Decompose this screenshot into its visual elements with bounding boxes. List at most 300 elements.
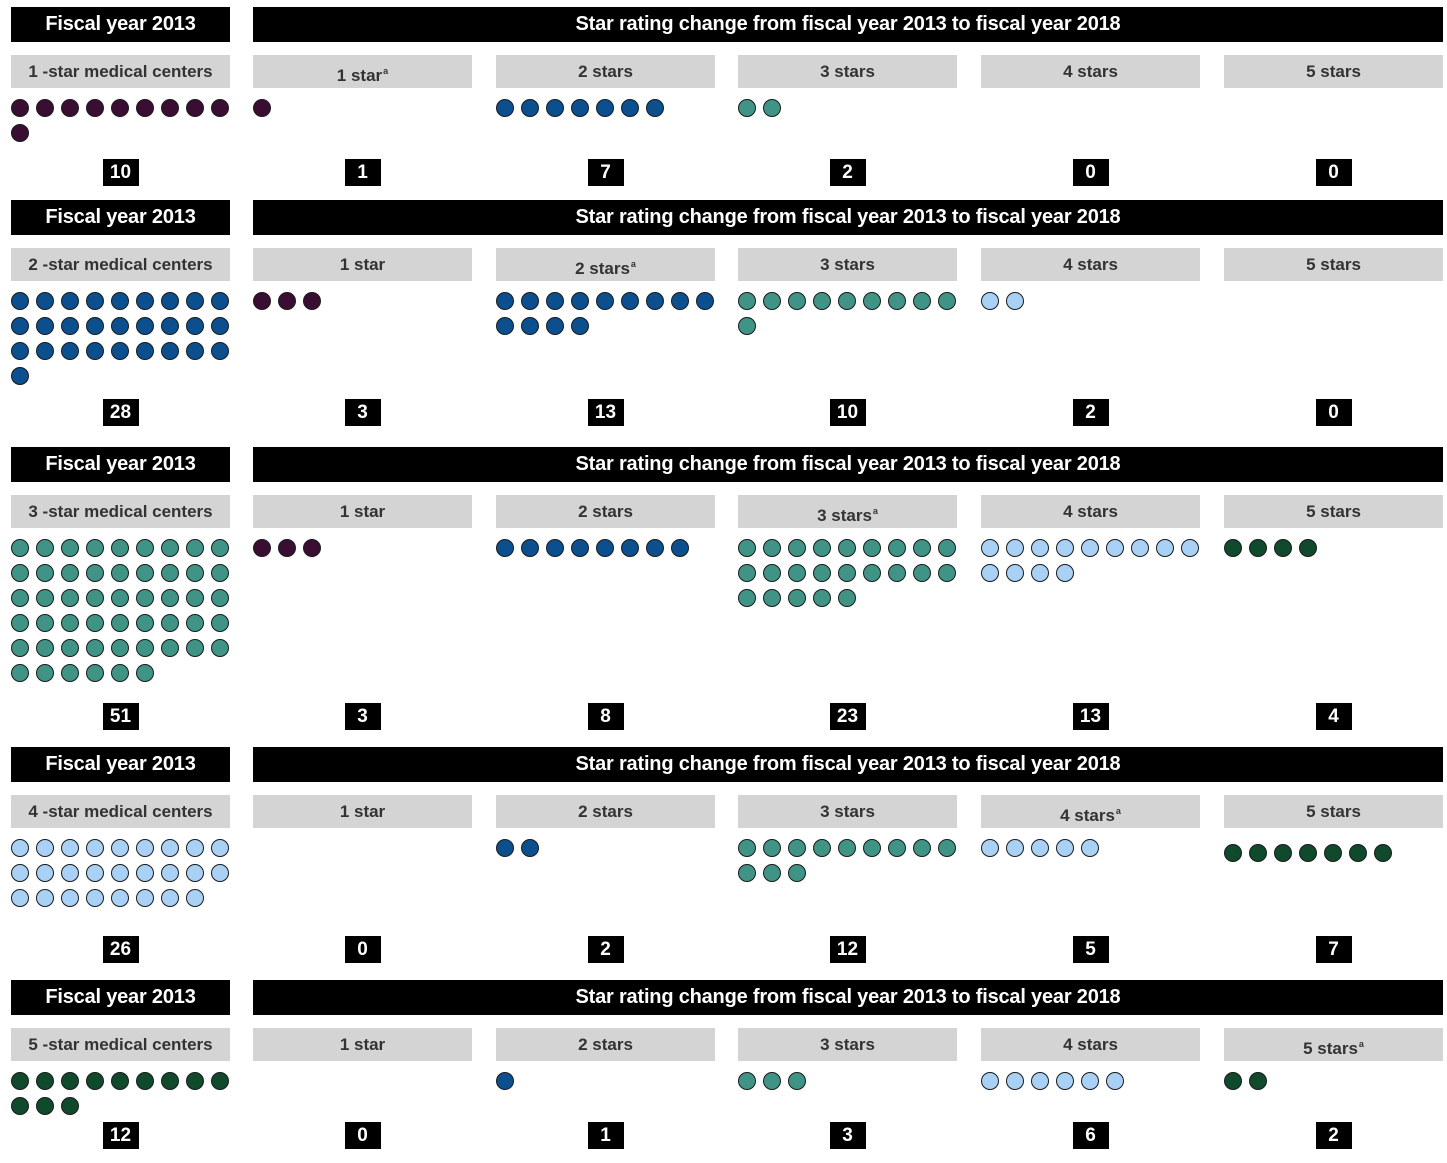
medical-center-dot: [86, 1072, 104, 1090]
medical-center-dot: [1031, 1072, 1049, 1090]
medical-center-dot: [61, 639, 79, 657]
fiscal-year-header: [11, 747, 230, 782]
medical-center-dot: [136, 864, 154, 882]
medical-center-dot: [61, 889, 79, 907]
medical-center-dot: [521, 539, 539, 557]
medical-center-dot: [546, 317, 564, 335]
medical-center-dot: [11, 539, 29, 557]
medical-center-dot: [788, 839, 806, 857]
medical-center-dot: [36, 342, 54, 360]
medical-center-dot: [938, 564, 956, 582]
medical-center-dot: [111, 564, 129, 582]
medical-center-dot: [11, 614, 29, 632]
medical-center-dot: [1224, 844, 1242, 862]
medical-center-dot: [186, 539, 204, 557]
medical-center-dot: [1006, 539, 1024, 557]
medical-center-dot: [136, 839, 154, 857]
change-header-text: Star rating change from fiscal year 2013 to fiscal year 2018: [575, 986, 1121, 1008]
medical-center-dot: [211, 539, 229, 557]
cell-label-text: 5 stars: [1303, 1039, 1358, 1058]
medical-center-dot: [521, 839, 539, 857]
medical-center-dot: [763, 564, 781, 582]
medical-center-dot: [1224, 539, 1242, 557]
medical-center-dot: [496, 1072, 514, 1090]
medical-center-dot: [788, 539, 806, 557]
medical-center-dot: [596, 292, 614, 310]
medical-center-dot: [136, 589, 154, 607]
medical-center-dot: [11, 367, 29, 385]
cell-label-text: 1 star: [339, 1035, 386, 1054]
cell-label-2-star: [496, 795, 715, 828]
medical-center-dot: [863, 839, 881, 857]
medical-center-dot: [763, 1072, 781, 1090]
medical-center-dot: [161, 292, 179, 310]
medical-center-dot: [496, 839, 514, 857]
medical-center-dot: [11, 292, 29, 310]
medical-center-dot: [596, 539, 614, 557]
cell-label-text: 1 star: [339, 802, 386, 821]
medical-center-dot: [788, 292, 806, 310]
medical-center-dot: [211, 839, 229, 857]
medical-center-dot: [211, 614, 229, 632]
medical-center-dot: [1249, 539, 1267, 557]
cell-count-4-star: 2: [1073, 399, 1109, 426]
medical-center-dot: [738, 317, 756, 335]
cell-count-1-star: 0: [345, 1122, 381, 1149]
change-header-text: Star rating change from fiscal year 2013 to fiscal year 2018: [575, 206, 1121, 228]
cell-label-text: 2 stars: [578, 62, 633, 81]
medical-center-dot: [838, 589, 856, 607]
cell-label-text: 5 stars: [1306, 802, 1361, 821]
medical-center-dot: [111, 639, 129, 657]
medical-center-dot: [1274, 539, 1292, 557]
medical-center-dot: [788, 1072, 806, 1090]
cell-label-4-star: [981, 795, 1200, 828]
medical-center-dot: [1081, 1072, 1099, 1090]
group-total-count: 28: [103, 399, 139, 426]
medical-center-dot: [186, 839, 204, 857]
cell-count-2-star: 1: [588, 1122, 624, 1149]
cell-label-text: 4 stars: [1063, 502, 1118, 521]
medical-center-dot: [186, 342, 204, 360]
medical-center-dot: [61, 589, 79, 607]
medical-center-dot: [1106, 1072, 1124, 1090]
medical-center-dot: [646, 292, 664, 310]
medical-center-dot: [571, 99, 589, 117]
medical-center-dot: [36, 639, 54, 657]
medical-center-dot: [1299, 539, 1317, 557]
medical-center-dot: [111, 614, 129, 632]
medical-center-dot: [253, 99, 271, 117]
medical-center-dot: [36, 1097, 54, 1115]
medical-center-dot: [211, 589, 229, 607]
medical-center-dot: [186, 889, 204, 907]
cell-count-2-star: 2: [588, 936, 624, 963]
medical-center-dot: [136, 639, 154, 657]
cell-label-text: 1 star: [339, 502, 386, 521]
medical-center-dot: [1056, 839, 1074, 857]
medical-center-dot: [136, 539, 154, 557]
medical-center-dot: [111, 664, 129, 682]
change-header: [253, 747, 1443, 782]
medical-center-dot: [111, 342, 129, 360]
cell-count-1-star: 3: [345, 703, 381, 730]
cell-label-text: 5 stars: [1306, 255, 1361, 274]
cell-label-text: 4 stars: [1063, 255, 1118, 274]
group-label-text: 4 -star medical centers: [28, 802, 213, 821]
footnote-marker: a: [383, 66, 389, 76]
cell-label-5-star: [1224, 795, 1443, 828]
cell-label-text: 2 stars: [578, 502, 633, 521]
medical-center-dot: [161, 589, 179, 607]
change-header: [253, 7, 1443, 42]
cell-count-4-star: 5: [1073, 936, 1109, 963]
medical-center-dot: [1031, 539, 1049, 557]
medical-center-dot: [763, 589, 781, 607]
medical-center-dot: [303, 292, 321, 310]
cell-label-text: 3 stars: [817, 506, 872, 525]
medical-center-dot: [788, 864, 806, 882]
medical-center-dot: [1224, 1072, 1242, 1090]
fiscal-year-header-text: Fiscal year 2013: [45, 206, 196, 228]
medical-center-dot: [863, 292, 881, 310]
medical-center-dot: [211, 864, 229, 882]
medical-center-dot: [86, 614, 104, 632]
medical-center-dot: [61, 99, 79, 117]
medical-center-dot: [86, 317, 104, 335]
medical-center-dot: [161, 1072, 179, 1090]
medical-center-dot: [838, 564, 856, 582]
medical-center-dot: [813, 839, 831, 857]
change-header-text: Star rating change from fiscal year 2013 to fiscal year 2018: [575, 453, 1121, 475]
medical-center-dot: [763, 864, 781, 882]
medical-center-dot: [1031, 564, 1049, 582]
medical-center-dot: [763, 292, 781, 310]
group-label: [11, 248, 230, 281]
medical-center-dot: [186, 639, 204, 657]
medical-center-dot: [1006, 839, 1024, 857]
medical-center-dot: [136, 1072, 154, 1090]
medical-center-dot: [1056, 1072, 1074, 1090]
medical-center-dot: [546, 292, 564, 310]
medical-center-dot: [521, 317, 539, 335]
medical-center-dot: [211, 564, 229, 582]
cell-label-4-star: [981, 248, 1200, 281]
medical-center-dot: [61, 864, 79, 882]
medical-center-dot: [136, 564, 154, 582]
medical-center-dot: [546, 99, 564, 117]
medical-center-dot: [86, 589, 104, 607]
medical-center-dot: [186, 99, 204, 117]
medical-center-dot: [36, 564, 54, 582]
medical-center-dot: [111, 292, 129, 310]
change-header: [253, 200, 1443, 235]
medical-center-dot: [111, 589, 129, 607]
medical-center-dot: [61, 564, 79, 582]
medical-center-dot: [981, 292, 999, 310]
group-label: [11, 795, 230, 828]
medical-center-dot: [838, 539, 856, 557]
cell-label-1-star: [253, 248, 472, 281]
medical-center-dot: [571, 292, 589, 310]
cell-label-2-star: [496, 495, 715, 528]
cell-label-text: 3 stars: [820, 802, 875, 821]
medical-center-dot: [161, 564, 179, 582]
cell-label-text: 2 stars: [578, 1035, 633, 1054]
medical-center-dot: [36, 99, 54, 117]
cell-label-2-star: [496, 248, 715, 281]
cell-label-3-star: [738, 248, 957, 281]
medical-center-dot: [186, 292, 204, 310]
medical-center-dot: [11, 864, 29, 882]
footnote-marker: a: [1358, 1039, 1364, 1049]
medical-center-dot: [863, 539, 881, 557]
medical-center-dot: [11, 639, 29, 657]
medical-center-dot: [913, 539, 931, 557]
medical-center-dot: [763, 539, 781, 557]
medical-center-dot: [11, 664, 29, 682]
cell-label-1-star: [253, 1028, 472, 1061]
medical-center-dot: [211, 342, 229, 360]
medical-center-dot: [1249, 844, 1267, 862]
medical-center-dot: [161, 317, 179, 335]
medical-center-dot: [61, 317, 79, 335]
medical-center-dot: [211, 317, 229, 335]
medical-center-dot: [981, 1072, 999, 1090]
fiscal-year-header-text: Fiscal year 2013: [45, 13, 196, 35]
cell-label-text: 3 stars: [820, 255, 875, 274]
cell-label-text: 2 stars: [578, 802, 633, 821]
cell-label-3-star: [738, 495, 957, 528]
medical-center-dot: [646, 539, 664, 557]
medical-center-dot: [1056, 564, 1074, 582]
group-label-text: 3 -star medical centers: [28, 502, 213, 521]
medical-center-dot: [981, 839, 999, 857]
cell-count-3-star: 12: [830, 936, 866, 963]
medical-center-dot: [111, 1072, 129, 1090]
fiscal-year-header-text: Fiscal year 2013: [45, 453, 196, 475]
cell-label-3-star: [738, 55, 957, 88]
medical-center-dot: [86, 564, 104, 582]
medical-center-dot: [186, 317, 204, 335]
change-header-text: Star rating change from fiscal year 2013 to fiscal year 2018: [575, 13, 1121, 35]
medical-center-dot: [496, 292, 514, 310]
medical-center-dot: [36, 864, 54, 882]
medical-center-dot: [61, 1097, 79, 1115]
cell-label-text: 5 stars: [1306, 62, 1361, 81]
medical-center-dot: [788, 564, 806, 582]
medical-center-dot: [186, 589, 204, 607]
medical-center-dot: [1031, 839, 1049, 857]
medical-center-dot: [161, 839, 179, 857]
medical-center-dot: [738, 292, 756, 310]
medical-center-dot: [888, 292, 906, 310]
medical-center-dot: [36, 889, 54, 907]
medical-center-dot: [1156, 539, 1174, 557]
cell-label-4-star: [981, 55, 1200, 88]
fiscal-year-header: [11, 447, 230, 482]
medical-center-dot: [136, 664, 154, 682]
medical-center-dot: [981, 564, 999, 582]
cell-count-2-star: 8: [588, 703, 624, 730]
medical-center-dot: [496, 99, 514, 117]
medical-center-dot: [1299, 844, 1317, 862]
cell-count-3-star: 23: [830, 703, 866, 730]
medical-center-dot: [11, 124, 29, 142]
medical-center-dot: [61, 342, 79, 360]
cell-label-1-star: [253, 55, 472, 88]
medical-center-dot: [36, 589, 54, 607]
medical-center-dot: [888, 539, 906, 557]
medical-center-dot: [546, 539, 564, 557]
medical-center-dot: [11, 1072, 29, 1090]
fiscal-year-header-text: Fiscal year 2013: [45, 753, 196, 775]
medical-center-dot: [913, 292, 931, 310]
group-label: [11, 55, 230, 88]
medical-center-dot: [496, 539, 514, 557]
medical-center-dot: [738, 564, 756, 582]
medical-center-dot: [571, 317, 589, 335]
medical-center-dot: [61, 292, 79, 310]
medical-center-dot: [278, 292, 296, 310]
medical-center-dot: [738, 99, 756, 117]
medical-center-dot: [61, 614, 79, 632]
medical-center-dot: [738, 539, 756, 557]
medical-center-dot: [253, 539, 271, 557]
change-header-text: Star rating change from fiscal year 2013 to fiscal year 2018: [575, 753, 1121, 775]
medical-center-dot: [521, 292, 539, 310]
group-total-count: 51: [103, 703, 139, 730]
group-label-text: 5 -star medical centers: [28, 1035, 213, 1054]
cell-label-5-star: [1224, 1028, 1443, 1061]
medical-center-dot: [186, 864, 204, 882]
medical-center-dot: [1274, 844, 1292, 862]
medical-center-dot: [136, 342, 154, 360]
medical-center-dot: [278, 539, 296, 557]
medical-center-dot: [11, 342, 29, 360]
medical-center-dot: [136, 614, 154, 632]
medical-center-dot: [888, 564, 906, 582]
medical-center-dot: [211, 639, 229, 657]
cell-label-2-star: [496, 1028, 715, 1061]
cell-count-3-star: 10: [830, 399, 866, 426]
medical-center-dot: [671, 292, 689, 310]
group-label: [11, 495, 230, 528]
medical-center-dot: [738, 589, 756, 607]
cell-label-4-star: [981, 1028, 1200, 1061]
group-total-count: 26: [103, 936, 139, 963]
medical-center-dot: [1006, 564, 1024, 582]
cell-count-2-star: 7: [588, 159, 624, 186]
group-total-count: 12: [103, 1122, 139, 1149]
medical-center-dot: [11, 889, 29, 907]
medical-center-dot: [11, 99, 29, 117]
medical-center-dot: [186, 564, 204, 582]
medical-center-dot: [186, 1072, 204, 1090]
medical-center-dot: [136, 292, 154, 310]
cell-count-4-star: 6: [1073, 1122, 1109, 1149]
cell-label-text: 3 stars: [820, 62, 875, 81]
cell-count-5-star: 0: [1316, 159, 1352, 186]
medical-center-dot: [161, 639, 179, 657]
medical-center-dot: [111, 889, 129, 907]
medical-center-dot: [36, 292, 54, 310]
cell-count-1-star: 0: [345, 936, 381, 963]
medical-center-dot: [863, 564, 881, 582]
medical-center-dot: [86, 664, 104, 682]
medical-center-dot: [813, 564, 831, 582]
cell-label-1-star: [253, 495, 472, 528]
medical-center-dot: [161, 864, 179, 882]
cell-count-5-star: 2: [1316, 1122, 1352, 1149]
medical-center-dot: [1106, 539, 1124, 557]
cell-label-5-star: [1224, 55, 1443, 88]
medical-center-dot: [496, 317, 514, 335]
cell-count-5-star: 7: [1316, 936, 1352, 963]
medical-center-dot: [813, 589, 831, 607]
medical-center-dot: [1131, 539, 1149, 557]
change-header: [253, 980, 1443, 1015]
medical-center-dot: [1006, 292, 1024, 310]
group-total-count: 10: [103, 159, 139, 186]
medical-center-dot: [1249, 1072, 1267, 1090]
cell-count-4-star: 13: [1073, 703, 1109, 730]
medical-center-dot: [596, 99, 614, 117]
medical-center-dot: [738, 864, 756, 882]
medical-center-dot: [36, 317, 54, 335]
footnote-marker: a: [630, 259, 636, 269]
medical-center-dot: [111, 539, 129, 557]
medical-center-dot: [838, 292, 856, 310]
medical-center-dot: [913, 839, 931, 857]
medical-center-dot: [813, 539, 831, 557]
medical-center-dot: [11, 839, 29, 857]
medical-center-dot: [111, 839, 129, 857]
medical-center-dot: [888, 839, 906, 857]
medical-center-dot: [111, 317, 129, 335]
medical-center-dot: [813, 292, 831, 310]
medical-center-dot: [738, 839, 756, 857]
cell-count-3-star: 3: [830, 1122, 866, 1149]
medical-center-dot: [938, 292, 956, 310]
medical-center-dot: [86, 99, 104, 117]
medical-center-dot: [161, 889, 179, 907]
medical-center-dot: [86, 839, 104, 857]
medical-center-dot: [1324, 844, 1342, 862]
cell-count-3-star: 2: [830, 159, 866, 186]
medical-center-dot: [211, 99, 229, 117]
cell-count-1-star: 3: [345, 399, 381, 426]
medical-center-dot: [136, 99, 154, 117]
fiscal-year-header-text: Fiscal year 2013: [45, 986, 196, 1008]
medical-center-dot: [11, 589, 29, 607]
cell-count-1-star: 1: [345, 159, 381, 186]
medical-center-dot: [646, 99, 664, 117]
medical-center-dot: [1374, 844, 1392, 862]
medical-center-dot: [186, 614, 204, 632]
medical-center-dot: [61, 839, 79, 857]
medical-center-dot: [1081, 839, 1099, 857]
cell-label-4-star: [981, 495, 1200, 528]
medical-center-dot: [36, 539, 54, 557]
medical-center-dot: [1349, 844, 1367, 862]
group-label-text: 1 -star medical centers: [28, 62, 213, 81]
medical-center-dot: [11, 564, 29, 582]
medical-center-dot: [938, 839, 956, 857]
medical-center-dot: [303, 539, 321, 557]
cell-label-text: 5 stars: [1306, 502, 1361, 521]
medical-center-dot: [61, 539, 79, 557]
